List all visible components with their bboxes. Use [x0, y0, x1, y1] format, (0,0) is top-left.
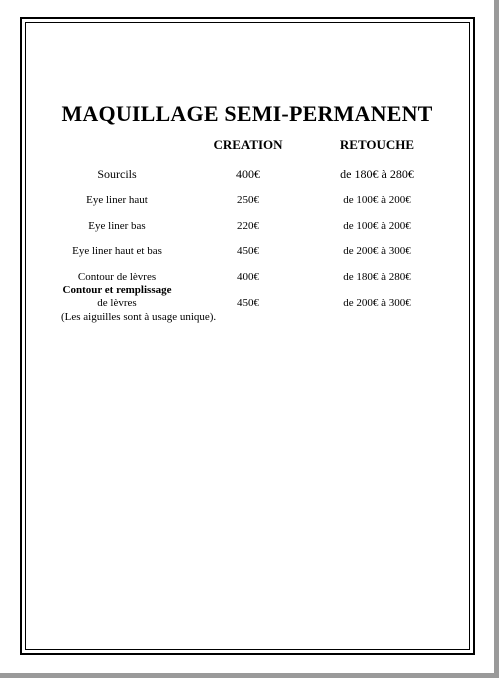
row-name-de-levres: de lèvres — [97, 297, 137, 309]
row-name-contour-et-remplissage: Contour et remplissage — [62, 284, 172, 296]
row-name-eye-liner-haut-et-bas: Eye liner haut et bas — [72, 245, 162, 257]
row-creation-contour-et-remplissage: 450€ — [237, 297, 259, 309]
column-header-retouche: RETOUCHE — [339, 137, 415, 152]
row-creation-eye-liner-bas: 220€ — [237, 220, 259, 232]
row-retouche-contour-de-levres: de 180€ à 280€ — [343, 271, 411, 283]
row-name-contour-de-levres: Contour de lèvres — [77, 271, 157, 283]
page-title: MAQUILLAGE SEMI-PERMANENT — [61, 101, 433, 126]
needles-note: (Les aiguilles sont à usage unique). — [61, 311, 217, 323]
row-name-sourcils: Sourcils — [97, 167, 137, 181]
row-retouche-eye-liner-haut-et-bas: de 200€ à 300€ — [343, 245, 411, 257]
row-creation-sourcils: 400€ — [236, 167, 260, 181]
page-shadow-bottom — [0, 673, 499, 678]
row-retouche-contour-et-remplissage: de 200€ à 300€ — [343, 297, 411, 309]
row-name-eye-liner-haut: Eye liner haut — [86, 194, 148, 206]
page-shadow-right — [494, 0, 499, 678]
column-header-creation: CREATION — [213, 137, 283, 152]
row-creation-eye-liner-haut: 250€ — [237, 194, 259, 206]
row-name-eye-liner-bas: Eye liner bas — [88, 220, 146, 232]
row-creation-contour-de-levres: 400€ — [237, 271, 259, 283]
row-creation-eye-liner-haut-et-bas: 450€ — [237, 245, 259, 257]
row-retouche-sourcils: de 180€ à 280€ — [340, 167, 414, 181]
row-retouche-eye-liner-haut: de 100€ à 200€ — [343, 194, 411, 206]
row-retouche-eye-liner-bas: de 100€ à 200€ — [343, 220, 411, 232]
